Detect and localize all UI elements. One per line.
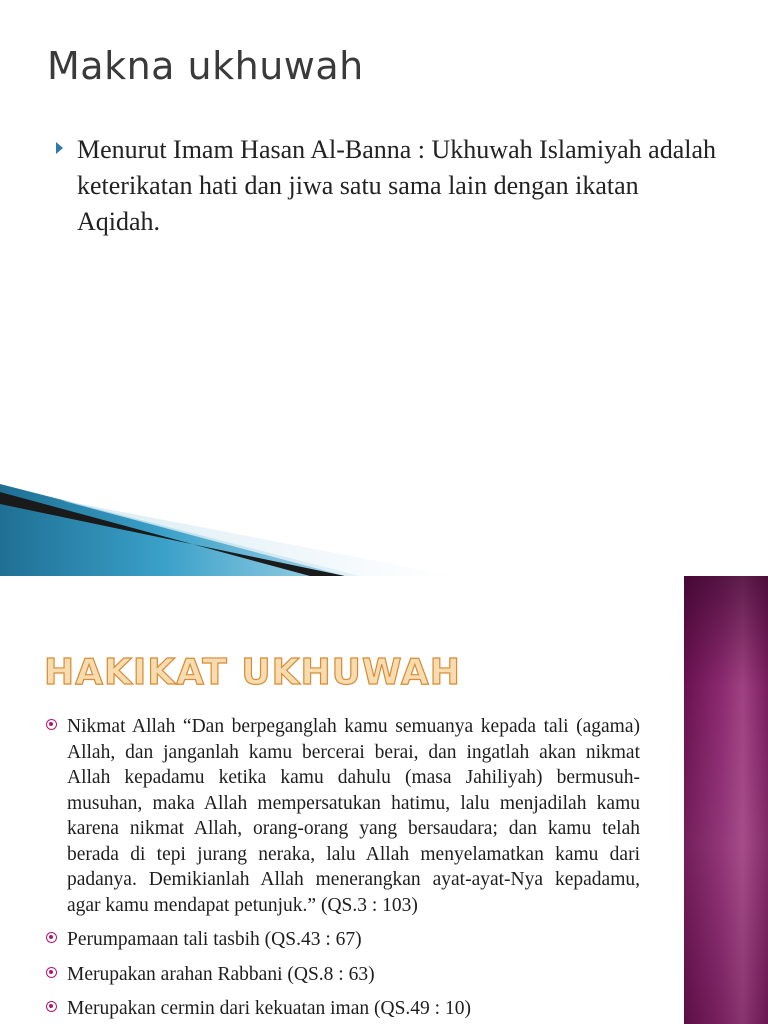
triangle-bullet-icon: [56, 142, 63, 154]
list-item: [46, 962, 640, 988]
list-item-text: Merupakan cermin dari kekuatan iman (QS.49 : 10): [67, 998, 471, 1019]
slide-1-title: Makna ukhuwah: [47, 44, 364, 88]
circle-bullet-icon: [46, 932, 57, 943]
circle-bullet-icon: [46, 967, 57, 978]
swoosh-decoration: [0, 470, 768, 576]
list-item: [46, 927, 640, 953]
circle-bullet-icon: [46, 719, 57, 730]
slide-2-list: [46, 714, 640, 1024]
slide-2: [0, 576, 768, 1024]
circle-bullet-icon: [46, 1001, 57, 1012]
side-stripe: [684, 576, 768, 1024]
slide-2-title: HAKIKAT UKHUWAH: [44, 652, 461, 693]
list-item-text: Merupakan arahan Rabbani (QS.8 : 63): [67, 963, 375, 985]
slide-1-bullet: [56, 132, 716, 240]
list-item: [46, 996, 640, 1022]
list-item-text: Perumpamaan tali tasbih (QS.43 : 67): [67, 929, 362, 950]
slide-1-bullet-text: Menurut Imam Hasan Al-Banna : Ukhuwah Islamiyah adalah keterikatan hati dan jiwa satu sama lain dengan ikatan Aqidah.: [77, 135, 716, 236]
list-item-text: Nikmat Allah “Dan berpeganglah kamu semuanya kepada tali (agama) Allah, dan janganlah kamu bercerai berai, dan ingatlah akan nikmat Allah kepadamu ketika kamu dahulu (masa Jahiliyah) bermusuh-musuhan, maka Allah mempersatukan hatimu, lalu menjadilah kamu karena nikmat Allah, orang-orang yang bersaudara; dan kamu telah berada di tepi jurang neraka, lalu Allah menyelamatkan kamu dari padanya. Demikianlah Allah menerangkan ayat-ayat-Nya kepadamu, agar kamu mendapat petunjuk.” (QS.3 : 103): [67, 716, 640, 916]
list-item: [46, 714, 640, 918]
